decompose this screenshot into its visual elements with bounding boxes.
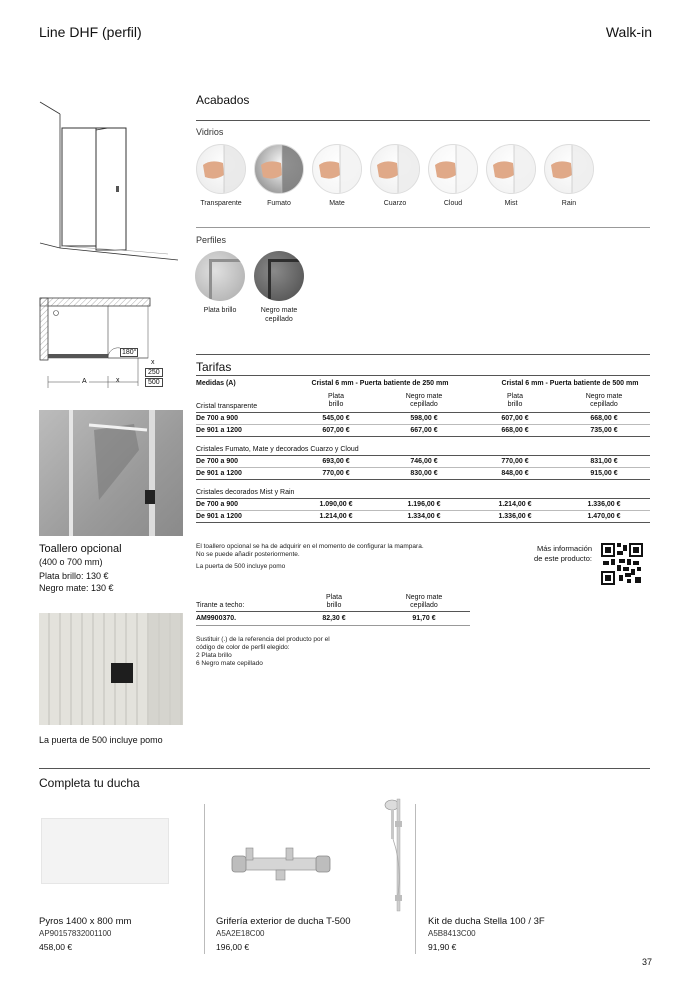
glass-label-cuarzo: Cuarzo <box>383 200 407 207</box>
price-cell: 1.336,00 € <box>587 501 621 508</box>
col-plata-1b: brillo <box>328 401 344 408</box>
product-price: 458,00 € <box>39 942 73 952</box>
knob-caption: La puerta de 500 incluye pomo <box>39 735 163 745</box>
plan-drawing <box>38 296 168 391</box>
price-cell: 1.196,00 € <box>407 501 441 508</box>
glass-swatch-fumato <box>254 144 304 194</box>
plan-option-500: 500 <box>145 378 163 387</box>
thermostat-image <box>226 842 336 887</box>
tarifas-title: Tarifas <box>196 360 232 374</box>
perfiles-title: Perfiles <box>196 235 227 245</box>
more-info-2: de este producto: <box>534 554 592 563</box>
price-cell: 668,00 € <box>590 415 618 422</box>
glass-label-transparente: Transparente <box>200 200 242 207</box>
price-cell: 693,00 € <box>322 458 350 465</box>
product-name[interactable]: Grifería exterior de ducha T-500 <box>216 916 351 927</box>
glass-label-mist: Mist <box>504 200 518 207</box>
group2-header: Cristal 6 mm - Puerta batiente de 500 mm <box>501 380 639 387</box>
profile-label-negro-1: Negro mate <box>260 307 298 314</box>
glass-swatch-row <box>190 144 610 214</box>
price-cell: 746,00 € <box>410 458 438 465</box>
ceiling-bar-price-negro: 91,70 € <box>412 615 436 622</box>
price-row-label: De 901 a 1200 <box>196 513 242 520</box>
plan-dim-x2: x <box>151 359 155 366</box>
price-cell: 1.090,00 € <box>319 501 353 508</box>
knob-photo <box>39 613 183 725</box>
acabados-title: Acabados <box>196 93 250 107</box>
glass-swatch-mist <box>486 144 536 194</box>
product-price: 91,90 € <box>428 942 457 952</box>
price-section-title: Cristal transparente <box>196 403 258 410</box>
price-row-label: De 901 a 1200 <box>196 427 242 434</box>
code-note-4: 6 Negro mate cepillado <box>196 660 263 667</box>
towel-rail-price-negro: Negro mate: 130 € <box>39 583 114 593</box>
product-code: A5A2E18C00 <box>216 929 265 938</box>
glass-swatch-cuarzo <box>370 144 420 194</box>
profile-label-plata: Plata brillo <box>203 307 237 314</box>
glass-label-fumato: Fumato <box>267 200 291 207</box>
price-section-title: Cristales decorados Mist y Rain <box>196 489 295 496</box>
ceiling-plata-1: Plata <box>326 594 342 601</box>
price-cell: 848,00 € <box>501 470 529 477</box>
plan-dim-a: A <box>82 378 87 385</box>
plan-option-250: 250 <box>145 368 163 377</box>
qr-code[interactable] <box>601 543 643 585</box>
price-cell: 915,00 € <box>590 470 618 477</box>
ceiling-bar-price-plata: 82,30 € <box>322 615 346 622</box>
product-code: A5B8413C00 <box>428 929 476 938</box>
col-negro-1b: cepillado <box>410 401 438 408</box>
ceiling-bar-code: AM9900370. <box>196 615 237 622</box>
towel-rail-photo <box>39 410 183 536</box>
glass-swatch-cloud <box>428 144 478 194</box>
price-row-label: De 700 a 900 <box>196 415 239 422</box>
price-cell: 830,00 € <box>410 470 438 477</box>
ceiling-bar-table <box>196 592 470 632</box>
price-cell: 598,00 € <box>410 415 438 422</box>
knob-note: La puerta de 500 incluye pomo <box>196 563 286 570</box>
glass-swatch-mate <box>312 144 362 194</box>
col-negro-2a: Negro mate <box>585 393 623 400</box>
glass-swatch-rain <box>544 144 594 194</box>
price-cell: 607,00 € <box>501 415 529 422</box>
shower-kit-image <box>382 795 422 915</box>
product-title: Line DHF (perfil) <box>39 24 142 40</box>
code-note-1: Sustituir (.) de la referencia del producto por el <box>196 636 330 643</box>
plan-dim-x: x <box>116 377 120 384</box>
price-cell: 1.214,00 € <box>498 501 532 508</box>
complete-shower-title: Completa tu ducha <box>39 776 140 790</box>
col-plata-1a: Plata <box>328 393 344 400</box>
glass-label-cloud: Cloud <box>443 200 463 207</box>
ceiling-negro-2: cepillado <box>410 602 438 609</box>
plan-angle-label: 180° <box>122 349 137 356</box>
col-plata-2b: brillo <box>507 401 523 408</box>
towel-rail-size: (400 o 700 mm) <box>39 557 103 567</box>
product-name[interactable]: Kit de ducha Stella 100 / 3F <box>428 916 545 927</box>
page-number: 37 <box>641 957 652 967</box>
price-cell: 770,00 € <box>322 470 350 477</box>
profile-label-negro-2: cepillado <box>265 316 293 323</box>
col-plata-2a: Plata <box>507 393 523 400</box>
towel-note-2: No se puede añadir posteriormente. <box>196 551 300 558</box>
price-cell: 1.334,00 € <box>407 513 441 520</box>
price-row-label: De 901 a 1200 <box>196 470 242 477</box>
price-row-label: De 700 a 900 <box>196 458 239 465</box>
profile-swatch-plata <box>195 251 245 301</box>
towel-note-1: El toallero opcional se ha de adquirir en el momento de configurar la mampara. <box>196 543 424 550</box>
group1-header: Cristal 6 mm - Puerta batiente de 250 mm <box>311 380 449 387</box>
col-negro-2b: cepillado <box>590 401 618 408</box>
more-info-1: Más información <box>536 544 592 553</box>
price-cell: 1.470,00 € <box>587 513 621 520</box>
towel-rail-title: Toallero opcional <box>39 543 122 555</box>
price-cell: 668,00 € <box>501 427 529 434</box>
glass-label-mate: Mate <box>329 200 345 207</box>
price-section-title: Cristales Fumato, Mate y decorados Cuarzo y Cloud <box>196 446 359 453</box>
ceiling-negro-1: Negro mate <box>405 594 443 601</box>
towel-rail-price-plata: Plata brillo: 130 € <box>39 571 109 581</box>
ceiling-plata-2: brillo <box>326 602 342 609</box>
code-note-2: código de color de perfil elegido: <box>196 644 290 651</box>
price-cell: 545,00 € <box>322 415 350 422</box>
price-cell: 667,00 € <box>410 427 438 434</box>
glass-label-rain: Rain <box>561 200 577 207</box>
product-name[interactable]: Pyros 1400 x 800 mm <box>39 916 132 927</box>
price-cell: 735,00 € <box>590 427 618 434</box>
price-cell: 1.214,00 € <box>319 513 353 520</box>
product-code: AP90157832001100 <box>39 929 112 938</box>
price-cell: 607,00 € <box>322 427 350 434</box>
profile-swatch-negro <box>254 251 304 301</box>
price-cell: 770,00 € <box>501 458 529 465</box>
product-price: 196,00 € <box>216 942 250 952</box>
ceiling-bar-label: Tirante a techo: <box>196 602 245 609</box>
price-table <box>196 375 650 535</box>
col-negro-1a: Negro mate <box>405 393 443 400</box>
price-cell: 831,00 € <box>590 458 618 465</box>
vidrios-title: Vidrios <box>196 127 224 137</box>
price-cell: 1.336,00 € <box>498 513 532 520</box>
category-title: Walk-in <box>605 24 652 40</box>
glass-swatch-transparente <box>196 144 246 194</box>
tray-image <box>41 818 169 884</box>
code-note-3: 2 Plata brillo <box>196 652 232 659</box>
medidas-header: Medidas (A) <box>196 380 236 387</box>
elevation-drawing <box>38 98 183 263</box>
price-row-label: De 700 a 900 <box>196 501 239 508</box>
